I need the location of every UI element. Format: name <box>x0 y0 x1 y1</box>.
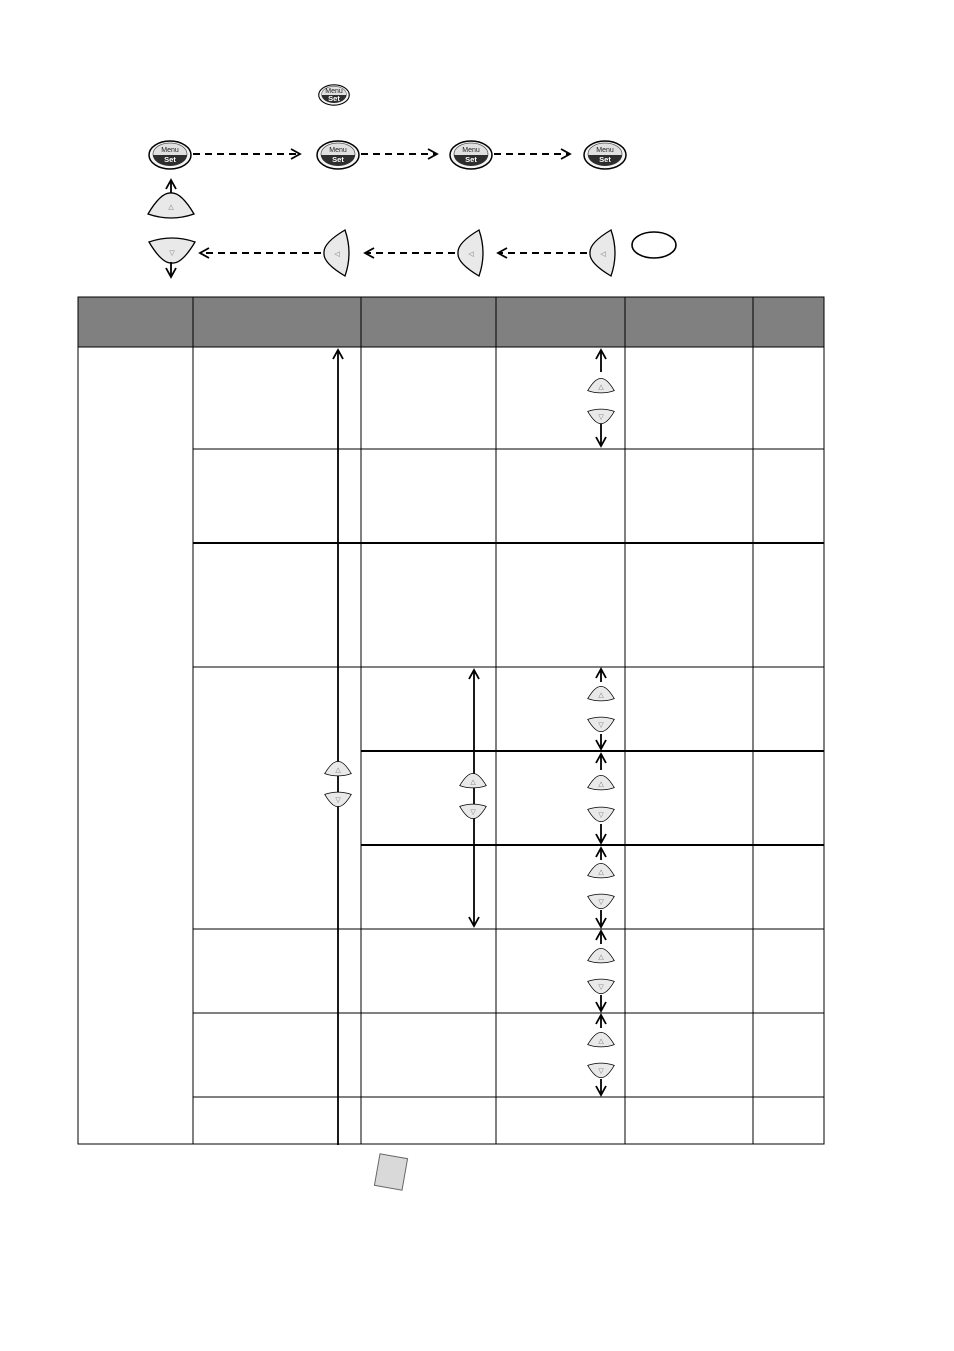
up-glyph: △ <box>168 203 174 211</box>
down-glyph: ▽ <box>598 413 604 421</box>
down-arrow-button-icon <box>588 409 615 423</box>
set-label: Set <box>164 155 176 164</box>
menu-set-button-icon <box>450 141 492 169</box>
option-selector <box>588 848 615 927</box>
menu-set-button-icon <box>149 141 191 169</box>
down-glyph: ▽ <box>335 796 341 804</box>
down-glyph: ▽ <box>598 811 604 819</box>
up-arrow-button-icon <box>588 686 615 700</box>
up-arrow-button-icon <box>588 948 615 962</box>
up-glyph: △ <box>598 691 604 699</box>
menu-label: Menu <box>325 88 343 95</box>
note-icon <box>374 1154 407 1190</box>
menu-set-button-icon <box>317 141 359 169</box>
menu-set-button-icon <box>584 141 626 169</box>
option-selector <box>588 1015 615 1095</box>
menu-label: Menu <box>329 147 347 154</box>
down-arrow-button-icon <box>588 717 615 731</box>
up-arrow-button-icon <box>588 1032 615 1046</box>
up-glyph: △ <box>598 953 604 961</box>
menu-label: Menu <box>161 147 179 154</box>
down-arrow-button-icon <box>325 792 352 806</box>
down-arrow-button-icon <box>588 807 615 821</box>
up-arrow-button-icon <box>588 378 615 392</box>
down-glyph: ▽ <box>598 1067 604 1075</box>
down-arrow-button-icon <box>460 804 487 818</box>
menu-set-button-icon <box>319 85 350 105</box>
down-glyph: ▽ <box>598 983 604 991</box>
option-selector <box>588 931 615 1011</box>
up-glyph: △ <box>470 778 476 786</box>
left-arrow-button-icon <box>324 230 349 276</box>
up-arrow-button-icon <box>325 761 352 775</box>
down-glyph: ▽ <box>470 808 476 816</box>
left-glyph: ◁ <box>334 250 340 258</box>
menu-table <box>78 297 824 1145</box>
down-arrow-button-icon <box>588 1063 615 1077</box>
down-arrow-button-icon <box>588 894 615 908</box>
down-glyph: ▽ <box>598 898 604 906</box>
set-label: Set <box>332 155 344 164</box>
up-glyph: △ <box>598 780 604 788</box>
up-glyph: △ <box>598 383 604 391</box>
set-label: Set <box>599 155 611 164</box>
set-label: Set <box>328 94 340 103</box>
up-glyph: △ <box>598 868 604 876</box>
table-header <box>78 297 824 347</box>
menu-label: Menu <box>596 147 614 154</box>
left-arrow-button-icon <box>590 230 615 276</box>
up-arrow-button-icon <box>588 775 615 789</box>
option-selector <box>588 754 615 843</box>
up-glyph: △ <box>598 1037 604 1045</box>
up-glyph: △ <box>335 766 341 774</box>
set-label: Set <box>465 155 477 164</box>
oval-button-icon <box>632 232 676 258</box>
up-arrow-button-icon <box>588 863 615 877</box>
down-glyph: ▽ <box>169 249 175 257</box>
left-glyph: ◁ <box>600 250 606 258</box>
option-selector <box>588 350 615 446</box>
menu-label: Menu <box>462 147 480 154</box>
down-arrow-button-icon <box>588 979 615 993</box>
table-grid <box>78 297 824 1144</box>
up-arrow-button-icon <box>148 193 194 218</box>
option-selector <box>588 669 615 749</box>
left-arrow-button-icon <box>458 230 483 276</box>
up-arrow-button-icon <box>460 773 487 787</box>
left-glyph: ◁ <box>468 250 474 258</box>
down-arrow-button-icon <box>149 238 195 263</box>
down-glyph: ▽ <box>598 721 604 729</box>
